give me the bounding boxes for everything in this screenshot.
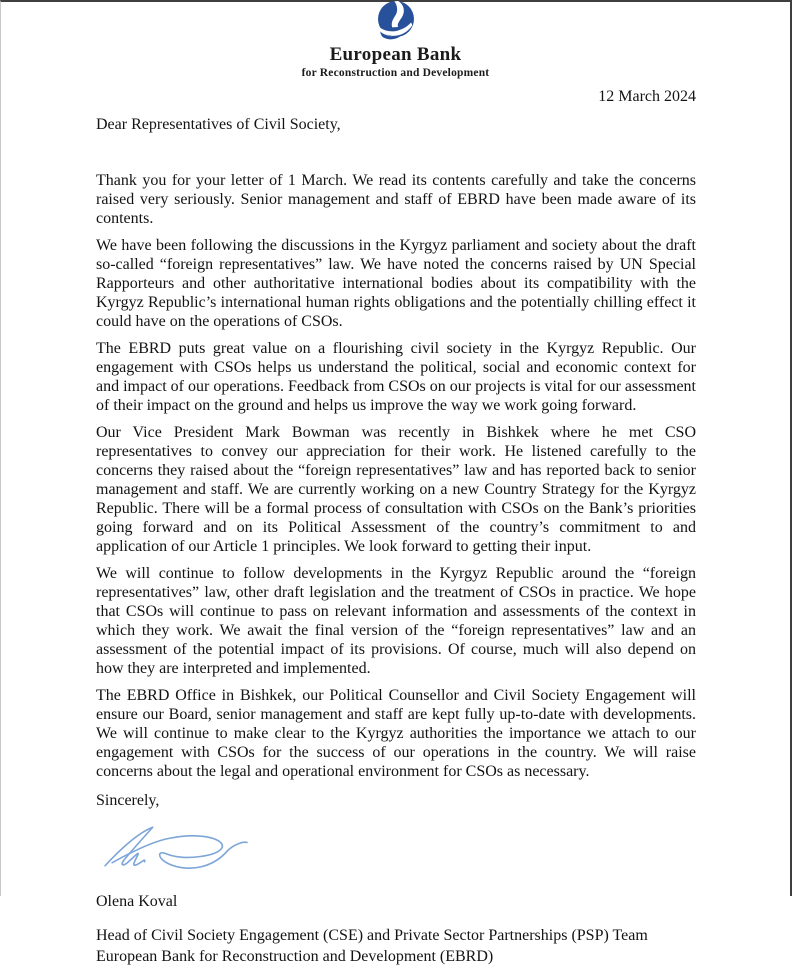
- paragraph-6: The EBRD Office in Bishkek, our Political Counsellor and Civil Society Engagement will ensure our Board, senior management and staff are kept fully up-to-date with developments. We will continue to make clear to the Kyrgyz authorities the importance we attach to our engagement with CSOs for the success of our operations in the country. We will raise concerns about the legal and operational environment for CSOs as necessary.: [96, 687, 696, 780]
- org-subtitle: for Reconstruction and Development: [301, 67, 490, 79]
- letter-body: [96, 171, 696, 781]
- signer-name: Olena Koval: [96, 893, 178, 910]
- signer-title-line1: Head of Civil Society Engagement (CSE) and Private Sector Partnerships (PSP) Team: [96, 927, 648, 944]
- paragraph-3: The EBRD puts great value on a flourishing civil society in the Kyrgyz Republic. Our engagement with CSOs helps us understand the political, social and economic context for and impact of our operations. Feedback from CSOs on our projects is vital for our assessment of their impact on the ground and helps us improve the way we work going forward.: [96, 340, 696, 414]
- paragraph-1: Thank you for your letter of 1 March. We read its contents carefully and take the concerns raised very seriously. Senior management and staff of EBRD have been made aware of its contents.: [96, 172, 696, 227]
- letter-date: 12 March 2024: [598, 88, 696, 105]
- signer-title: [96, 925, 696, 967]
- signer-title-line2: European Bank for Reconstruction and Development (EBRD): [96, 948, 494, 965]
- letter-content: [96, 88, 696, 967]
- letterhead: [1, 1, 790, 79]
- salutation: Dear Representatives of Civil Society,: [96, 116, 341, 133]
- signature-image: [100, 820, 696, 876]
- paragraph-2: We have been following the discussions in the Kyrgyz parliament and society about the draft so-called “foreign representatives” law. We have noted the concerns raised by UN Special Rapporteurs and other authoritative international bodies about its compatibility with the Kyrgyz Republic’s international human rights obligations and the potentially chilling effect it could have on the operations of CSOs.: [96, 237, 696, 330]
- paragraph-5: We will continue to follow developments in the Kyrgyz Republic around the “foreign representatives” law, other draft legislation and the treatment of CSOs in practice. We hope that CSOs will continue to pass on relevant information and assessments of the context in which they work. We await the final version of the “foreign representatives” law and an assessment of the potential impact of its provisions. Of course, much will also depend on how they are interpreted and implemented.: [96, 565, 696, 677]
- closing: Sincerely,: [96, 792, 160, 809]
- paragraph-4: Our Vice President Mark Bowman was recently in Bishkek where he met CSO representatives to convey our appreciation for their work. He listened carefully to the concerns they raised about the “foreign representatives” law and has reported back to senior management and staff. We are currently working on a new Country Strategy for the Kyrgyz Republic. There will be a formal process of consultation with CSOs on the Bank’s priorities going forward and on its Political Assessment of the country’s commitment to and application of our Article 1 principles. We look forward to getting their input.: [96, 424, 696, 555]
- org-name: European Bank: [329, 44, 462, 65]
- ebrd-logo-icon: [1, 1, 790, 42]
